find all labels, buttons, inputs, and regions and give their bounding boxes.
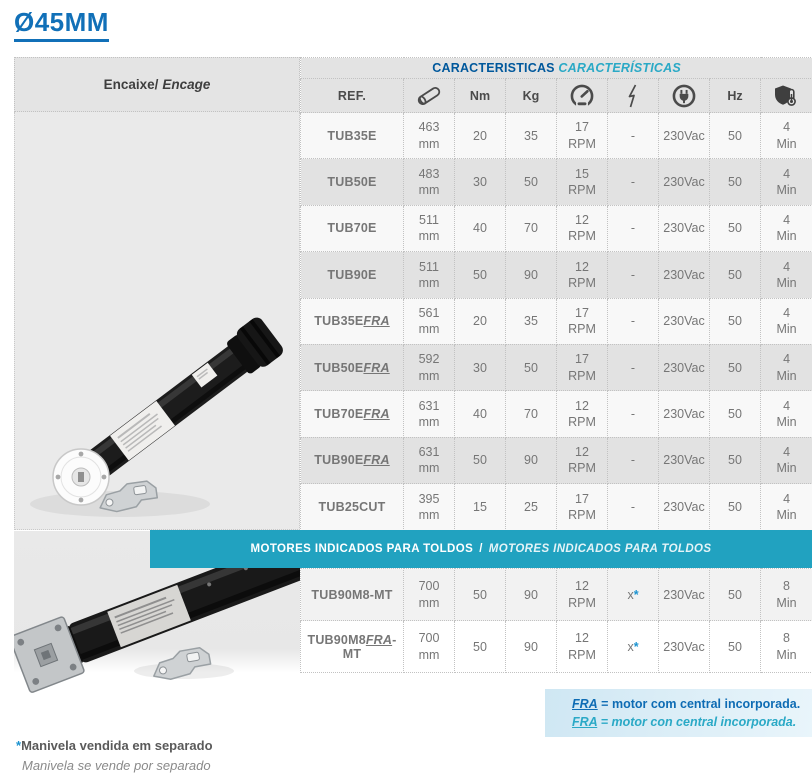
lightning-icon (608, 79, 659, 113)
ref-cell: TUB50EFRA (301, 344, 404, 390)
torque-cell: 50 (455, 621, 506, 673)
length-cell: 483 mm (404, 159, 455, 205)
switch-cell: - (608, 205, 659, 251)
torque-cell: 50 (455, 252, 506, 298)
speed-cell: 17 RPM (557, 113, 608, 159)
length-cell: 700 mm (404, 621, 455, 673)
torque-cell: 20 (455, 113, 506, 159)
ref-cell: TUB90E (301, 252, 404, 298)
length-cell: 631 mm (404, 437, 455, 483)
table-row (301, 484, 812, 530)
switch-cell: - (608, 344, 659, 390)
table-row (301, 159, 812, 205)
length-cell: 463 mm (404, 113, 455, 159)
speed-cell: 12 RPM (557, 569, 608, 621)
torque-cell: 40 (455, 205, 506, 251)
frequency-cell: 50 (710, 569, 761, 621)
weight-cell: 90 (506, 252, 557, 298)
ref-cell: TUB70E (301, 205, 404, 251)
switch-cell: - (608, 252, 659, 298)
frequency-cell: 50 (710, 391, 761, 437)
page-title: Ø45MM (14, 7, 109, 42)
toldos-banner-label-pt: MOTORES INDICADOS PARA TOLDOS (250, 543, 474, 555)
voltage-cell: 230Vac (659, 298, 710, 344)
length-cell: 561 mm (404, 298, 455, 344)
torque-column-header: Nm (455, 79, 506, 113)
time-cell: 4 Min (761, 159, 812, 205)
ref-cell: TUB90EFRA (301, 437, 404, 483)
voltage-cell: 230Vac (659, 113, 710, 159)
torque-cell: 50 (455, 437, 506, 483)
speed-cell: 12 RPM (557, 391, 608, 437)
length-cell: 395 mm (404, 484, 455, 530)
weight-cell: 35 (506, 298, 557, 344)
frequency-cell: 50 (710, 621, 761, 673)
speed-cell: 12 RPM (557, 205, 608, 251)
torque-cell: 50 (455, 569, 506, 621)
caracteristicas-label-es: CARACTERÍSTICAS (558, 61, 681, 75)
table-row (301, 344, 812, 390)
switch-cell: - (608, 484, 659, 530)
weight-cell: 50 (506, 159, 557, 205)
frequency-cell: 50 (710, 298, 761, 344)
frequency-cell: 50 (710, 205, 761, 251)
voltage-cell: 230Vac (659, 569, 710, 621)
spec-table (300, 57, 812, 531)
fra-legend-line-es: FRA = motor con central incorporada. (572, 714, 797, 729)
column-header-row (301, 79, 812, 113)
voltage-cell: 230Vac (659, 159, 710, 205)
weight-cell: 90 (506, 437, 557, 483)
switch-cell: - (608, 159, 659, 205)
weight-cell: 70 (506, 205, 557, 251)
length-cell: 631 mm (404, 391, 455, 437)
fra-legend-line-pt: FRA = motor com central incorporada. (572, 697, 801, 711)
shield-thermometer-icon (761, 79, 812, 113)
frequency-cell: 50 (710, 113, 761, 159)
switch-cell: - (608, 298, 659, 344)
speed-cell: 17 RPM (557, 344, 608, 390)
weight-cell: 90 (506, 569, 557, 621)
torque-cell: 30 (455, 159, 506, 205)
table-row (301, 569, 812, 621)
frequency-column-header: Hz (710, 79, 761, 113)
switch-cell: x* (608, 569, 659, 621)
toldos-spec-table (300, 568, 812, 673)
voltage-cell: 230Vac (659, 437, 710, 483)
toldos-banner-separator: / (479, 543, 483, 555)
length-cell: 511 mm (404, 252, 455, 298)
caracteristicas-label-pt: CARACTERISTICAS (432, 61, 555, 75)
motor-photo-1 (14, 112, 300, 530)
length-cell: 700 mm (404, 569, 455, 621)
tubular-motor-illustration (15, 112, 300, 530)
time-cell: 4 Min (761, 298, 812, 344)
time-cell: 4 Min (761, 113, 812, 159)
torque-cell: 15 (455, 484, 506, 530)
time-cell: 4 Min (761, 205, 812, 251)
speed-cell: 12 RPM (557, 252, 608, 298)
table-row (301, 205, 812, 251)
voltage-cell: 230Vac (659, 205, 710, 251)
weight-cell: 90 (506, 621, 557, 673)
torque-cell: 20 (455, 298, 506, 344)
caracteristicas-header (301, 58, 812, 79)
encaixe-label-pt: Encaixe/ (103, 77, 159, 92)
speed-cell: 15 RPM (557, 159, 608, 205)
table-row (301, 252, 812, 298)
speed-cell: 12 RPM (557, 621, 608, 673)
voltage-cell: 230Vac (659, 344, 710, 390)
power-plug-icon (659, 79, 710, 113)
ref-cell: TUB50E (301, 159, 404, 205)
table-row (301, 298, 812, 344)
time-cell: 8 Min (761, 621, 812, 673)
time-cell: 4 Min (761, 344, 812, 390)
time-cell: 4 Min (761, 484, 812, 530)
voltage-cell: 230Vac (659, 484, 710, 530)
speed-cell: 12 RPM (557, 437, 608, 483)
crank-note (16, 736, 213, 776)
time-cell: 4 Min (761, 437, 812, 483)
encaixe-label-fr: Encage (162, 77, 211, 92)
time-cell: 4 Min (761, 252, 812, 298)
table-row (301, 391, 812, 437)
time-cell: 4 Min (761, 391, 812, 437)
crank-note-line-es: Manivela se vende por separado (22, 758, 211, 773)
ref-cell: TUB70EFRA (301, 391, 404, 437)
switch-cell: x* (608, 621, 659, 673)
toldos-banner-label-es: MOTORES INDICADOS PARA TOLDOS (488, 543, 712, 555)
weight-cell: 70 (506, 391, 557, 437)
torque-cell: 30 (455, 344, 506, 390)
weight-cell: 35 (506, 113, 557, 159)
torque-cell: 40 (455, 391, 506, 437)
fra-legend (545, 689, 812, 737)
speed-cell: 17 RPM (557, 298, 608, 344)
voltage-cell: 230Vac (659, 252, 710, 298)
encaixe-header (14, 57, 300, 112)
weight-cell: 50 (506, 344, 557, 390)
ref-cell: TUB90M8-MT (301, 569, 404, 621)
weight-cell: 25 (506, 484, 557, 530)
table-row (301, 621, 812, 673)
crank-note-line-pt: *Manivela vendida em separado (16, 738, 213, 753)
length-cell: 592 mm (404, 344, 455, 390)
switch-cell: - (608, 391, 659, 437)
tube-length-icon (404, 79, 455, 113)
weight-column-header: Kg (506, 79, 557, 113)
time-cell: 8 Min (761, 569, 812, 621)
table-row (301, 113, 812, 159)
frequency-cell: 50 (710, 159, 761, 205)
switch-cell: - (608, 113, 659, 159)
ref-column-header: REF. (301, 79, 404, 113)
ref-cell: TUB25CUT (301, 484, 404, 530)
switch-cell: - (608, 437, 659, 483)
speedometer-icon (557, 79, 608, 113)
toldos-banner (150, 530, 812, 568)
frequency-cell: 50 (710, 252, 761, 298)
ref-cell: TUB35EFRA (301, 298, 404, 344)
length-cell: 511 mm (404, 205, 455, 251)
voltage-cell: 230Vac (659, 621, 710, 673)
ref-cell: TUB90M8FRA-MT (301, 621, 404, 673)
frequency-cell: 50 (710, 344, 761, 390)
frequency-cell: 50 (710, 437, 761, 483)
table-row (301, 437, 812, 483)
frequency-cell: 50 (710, 484, 761, 530)
voltage-cell: 230Vac (659, 391, 710, 437)
speed-cell: 17 RPM (557, 484, 608, 530)
ref-cell: TUB35E (301, 113, 404, 159)
